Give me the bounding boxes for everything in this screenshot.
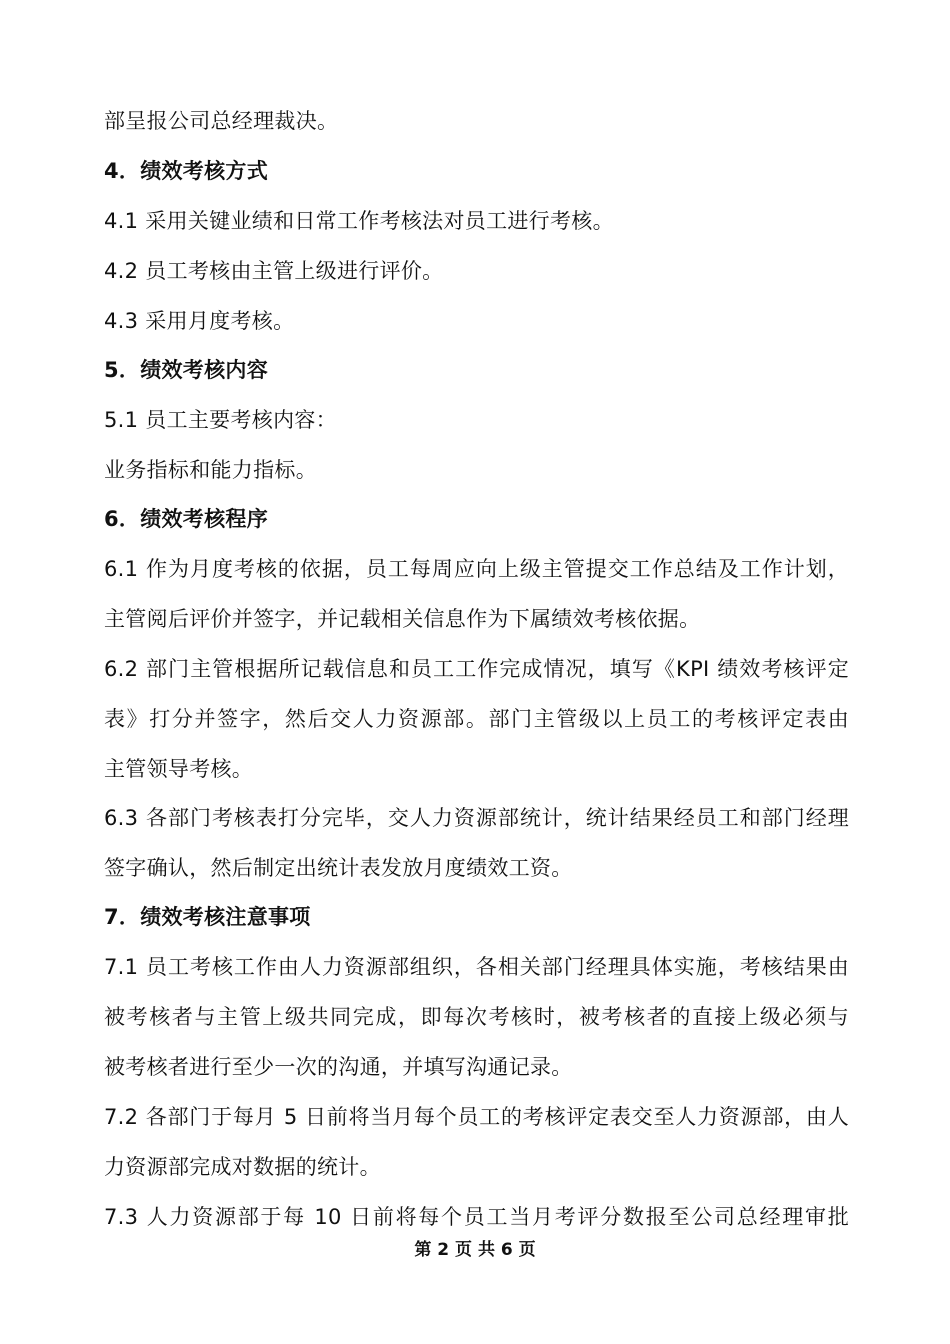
paragraph-line: 4.2 员工考核由主管上级进行评价。: [104, 259, 444, 283]
paragraph-line: 被考核者与主管上级共同完成，即每次考核时，被考核者的直接上级必须与: [104, 1005, 849, 1029]
paragraph-line: 7.3 人力资源部于每 10 日前将每个员工当月考评分数报至公司总经理审批: [104, 1205, 849, 1229]
paragraph-line: 6.3 各部门考核表打分完毕，交人力资源部统计，统计结果经员工和部门经理: [104, 806, 849, 830]
paragraph-line: 表》打分并签字，然后交人力资源部。部门主管级以上员工的考核评定表由: [104, 707, 849, 731]
paragraph-line: 7.2 各部门于每月 5 日前将当月每个员工的考核评定表交至人力资源部，由人: [104, 1105, 849, 1129]
paragraph-line: 力资源部完成对数据的统计。: [104, 1155, 381, 1179]
section-heading-7: 7．绩效考核注意事项: [104, 905, 311, 929]
paragraph-line: 部呈报公司总经理裁决。: [104, 109, 339, 133]
paragraph-line: 7.1 员工考核工作由人力资源部组织，各相关部门经理具体实施，考核结果由: [104, 955, 849, 979]
paragraph-line: 主管领导考核。: [104, 757, 254, 781]
paragraph-line: 4.1 采用关键业绩和日常工作考核法对员工进行考核。: [104, 209, 614, 233]
paragraph-line: 签字确认，然后制定出统计表发放月度绩效工资。: [104, 856, 573, 880]
page-number-footer: 第 2 页 共 6 页: [414, 1240, 536, 1260]
paragraph-line: 业务指标和能力指标。: [104, 458, 317, 482]
section-heading-6: 6．绩效考核程序: [104, 507, 269, 531]
paragraph-line: 6.2 部门主管根据所记载信息和员工工作完成情况，填写《KPI 绩效考核评定: [104, 657, 849, 681]
section-heading-5: 5．绩效考核内容: [104, 358, 269, 382]
paragraph-line: 被考核者进行至少一次的沟通，并填写沟通记录。: [104, 1055, 573, 1079]
section-heading-4: 4．绩效考核方式: [104, 159, 269, 183]
paragraph-line: 5.1 员工主要考核内容：: [104, 408, 337, 432]
paragraph-line: 主管阅后评价并签字，并记载相关信息作为下属绩效考核依据。: [104, 607, 701, 631]
paragraph-line: 4.3 采用月度考核。: [104, 309, 295, 333]
paragraph-line: 6.1 作为月度考核的依据，员工每周应向上级主管提交工作总结及工作计划，: [104, 557, 849, 581]
